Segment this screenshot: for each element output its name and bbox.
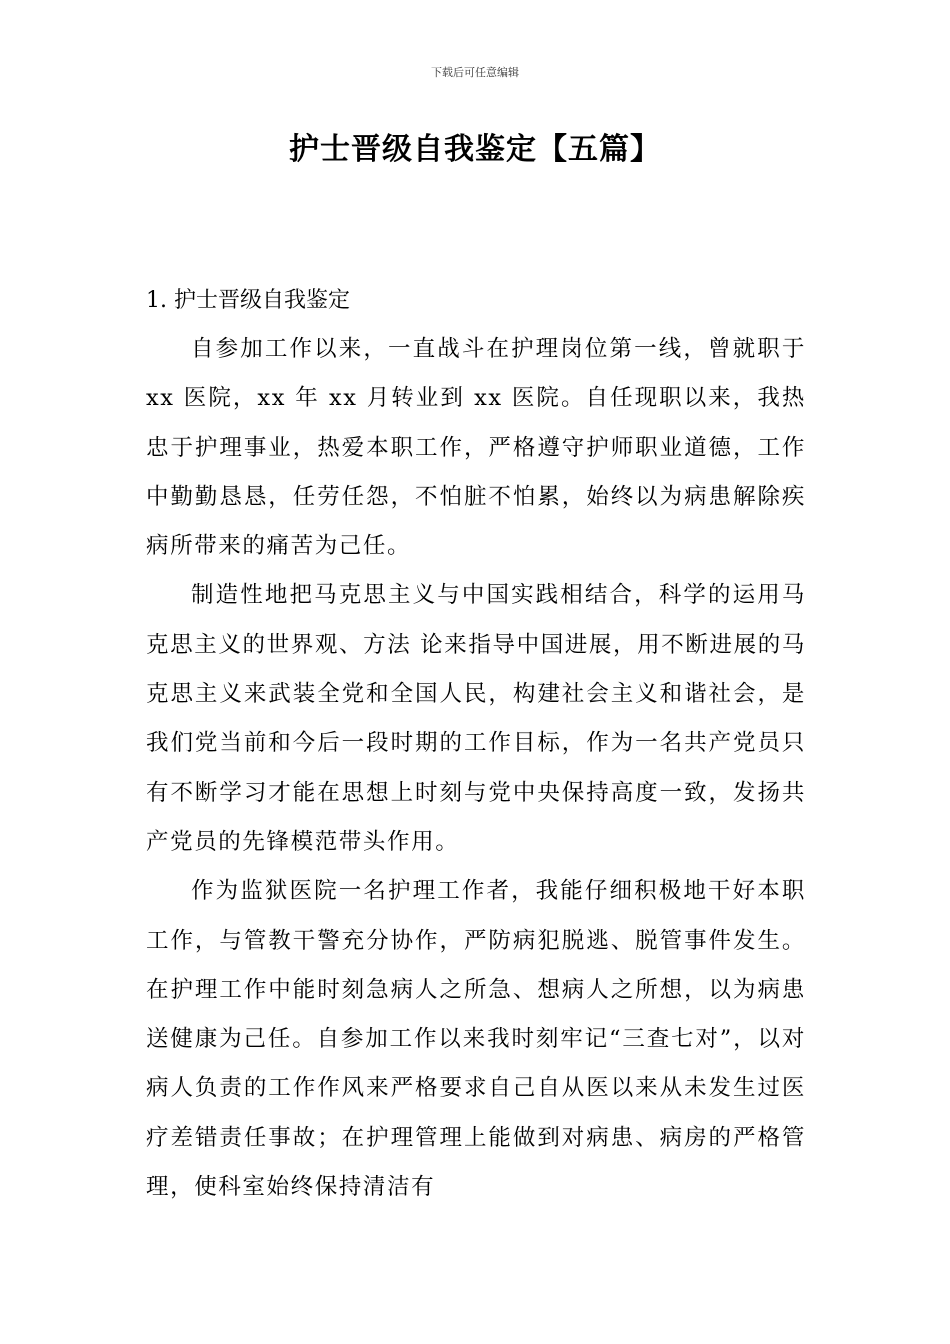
section-heading: 1. 护士晋级自我鉴定 xyxy=(146,288,350,313)
document-title: 护士晋级自我鉴定【五篇】 xyxy=(289,132,661,167)
paragraph-2: 制造性地把马克思主义与中国实践相结合，科学的运用马克思主义的世界观、方法 论来指导中国进展，用不断进展的马克思主义来武装全党和全国人民，构建社会主义和谐社会，是我们党当前和今后一段时期的工作目标，作为一名共产党员只有不断学习才能在思想上时刻与党中央保持高度一致，发扬共产党员的先锋模范带头作用。 xyxy=(146,582,806,855)
header-note: 下载后可任意编辑 xyxy=(431,66,519,79)
document-body xyxy=(146,276,806,1212)
paragraph-3: 作为监狱医院一名护理工作者，我能仔细积极地干好本职工作，与管教干警充分协作，严防病犯脱逃、脱管事件发生。在护理工作中能时刻急病人之所急、想病人之所想，以为病患送健康为己任。自参加工作以来我时刻牢记“三查七对”，以对病人负责的工作作风来严格要求自己自从医以来从未发生过医疗差错责任事故；在护理管理上能做到对病患、病房的严格管理，使科室始终保持清洁有 xyxy=(146,878,806,1201)
paragraph-1: 自参加工作以来，一直战斗在护理岗位第一线，曾就职于 xx 医院，xx 年 xx 月转业到 xx 医院。自任现职以来，我热忠于护理事业，热爱本职工作，严格遵守护师职业道德，工作中勤勤恳恳，任劳任怨，不怕脏不怕累，始终以为病患解除疾病所带来的痛苦为己任。 xyxy=(146,336,806,560)
